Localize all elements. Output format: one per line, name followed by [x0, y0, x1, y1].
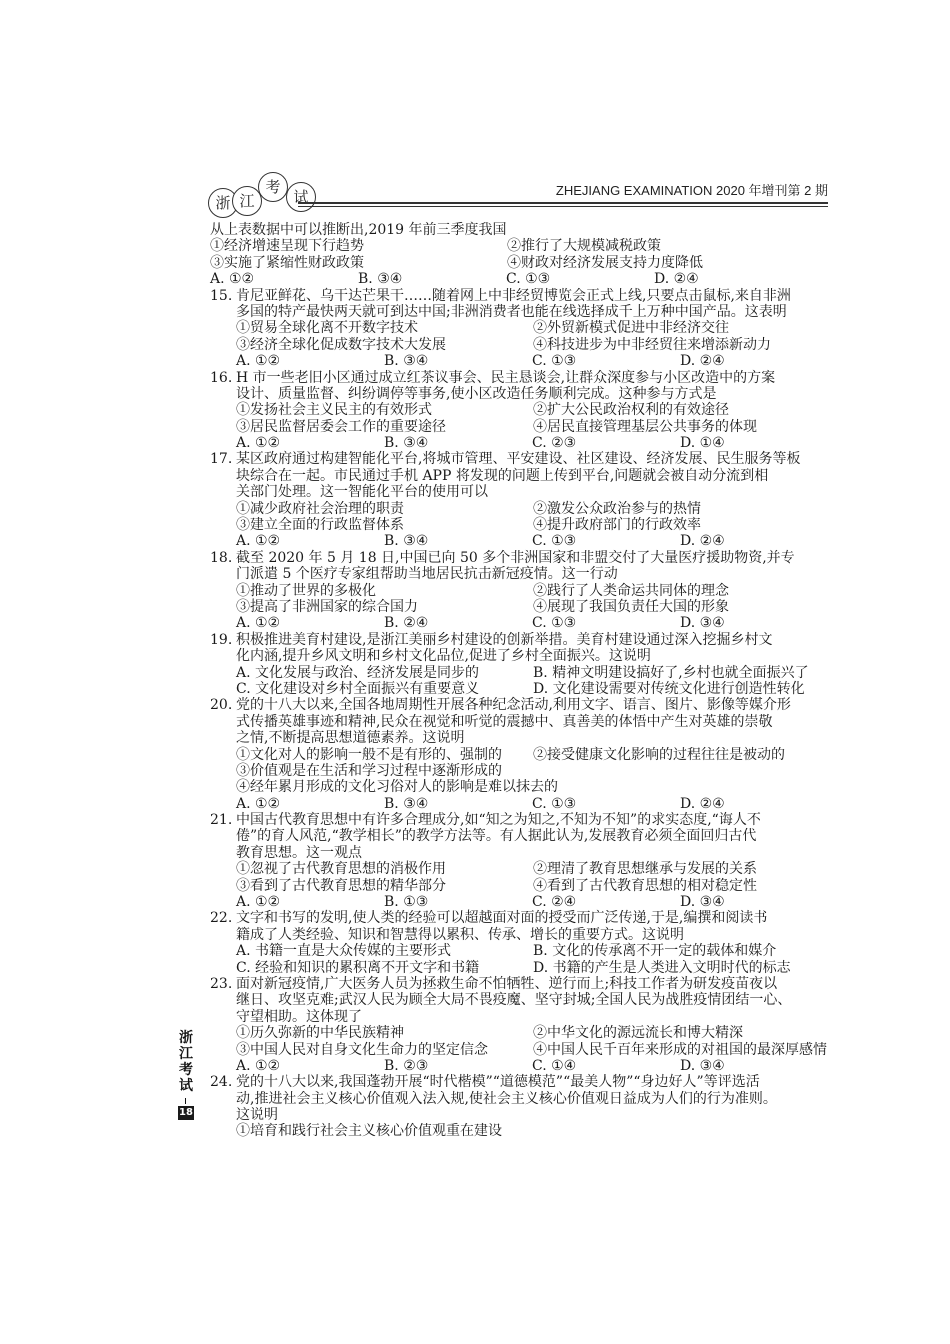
- option-row: [236, 1042, 830, 1058]
- answer-choice: A. ①②: [236, 615, 281, 632]
- question-content: [210, 222, 830, 1140]
- option-row: [210, 238, 830, 254]
- option-row: [236, 402, 830, 418]
- option-row: [236, 747, 830, 763]
- question-16: [210, 370, 830, 452]
- option: C. 文化建设对乡村全面振兴有重要意义: [236, 680, 480, 697]
- option: ③经济全球化促成数字技术大发展: [236, 336, 446, 353]
- option: A. 文化发展与政治、经济发展是同步的: [236, 664, 480, 681]
- answer-choice: B. ③④: [384, 353, 429, 370]
- option: ④经年累月形成的文化习俗对人的影响是难以抹去的: [236, 779, 558, 796]
- option: ①推动了世界的多极化: [236, 582, 376, 599]
- intro-stem: 从上表数据中可以推断出,2019 年前三季度我国: [210, 222, 507, 238]
- option: C. 经验和知识的累积离不开文字和书籍: [236, 959, 480, 976]
- question-text: 化内涵,提升乡风文明和乡村文化品位,促进了乡村全面振兴。这说明: [236, 648, 651, 665]
- option: ①培育和践行社会主义核心价值观重在建设: [236, 1123, 502, 1140]
- question-number: 17.: [210, 451, 233, 468]
- seal-char-3: 考: [258, 172, 288, 202]
- page-number: 18: [179, 1107, 193, 1118]
- option-row: [236, 517, 830, 533]
- option: ④中国人民千百年来形成的对祖国的最深厚感情: [533, 1041, 827, 1058]
- option: ②接受健康文化影响的过程往往是被动的: [533, 746, 785, 763]
- option-row: [236, 501, 830, 517]
- answer-choice: C. ①③: [532, 615, 577, 632]
- answer-choice: D. ②④: [680, 353, 725, 370]
- answer-row: [236, 615, 830, 631]
- option: A. 书籍一直是大众传媒的主要形式: [236, 943, 452, 960]
- answer-row: [210, 271, 830, 287]
- option: ②推行了大规模减税政策: [507, 238, 661, 255]
- question-text: 门派遣 5 个医疗专家组帮助当地居民抗击新冠疫情。这一行动: [236, 566, 618, 583]
- answer-choice: D. ③④: [680, 1057, 725, 1074]
- answer-choice: D. ①④: [680, 435, 725, 452]
- masthead: [208, 172, 828, 220]
- option: B. 精神文明建设搞好了,乡村也就全面振兴了: [533, 664, 809, 681]
- answer-choice: A. ①②: [236, 894, 281, 911]
- question-text: 面对新冠疫情,广大医务人员为拯救生命不怕牺牲、逆行而上;科技工作者为研发疫苗夜以: [236, 975, 778, 992]
- option-row: [236, 861, 830, 877]
- option: ②扩大公民政治权利的有效途径: [533, 402, 729, 419]
- option: D. 书籍的产生是人类进入文明时代的标志: [533, 959, 791, 976]
- question-number: 20.: [210, 697, 233, 714]
- question-text: H 市一些老旧小区通过成立红茶议事会、民主恳谈会,让群众深度参与小区改造中的方案: [236, 369, 776, 386]
- option: ②践行了人类命运共同体的理念: [533, 582, 729, 599]
- option: ③实施了紧缩性财政政策: [210, 254, 364, 271]
- question-text: 倦”的育人风范,“教学相长”的教学方法等。有人据此认为,发展教育必须全面回归古代: [236, 828, 757, 845]
- answer-row: [236, 435, 830, 451]
- journal-title: ZHEJIANG EXAMINATION 2020 年增刊第 2 期: [555, 183, 828, 198]
- question-text: 党的十八大以来,我国蓬勃开展“时代楷模”“道德模范”“最美人物”“身边好人”等评选活: [236, 1074, 760, 1091]
- question-number: 15.: [210, 287, 233, 304]
- answer-choice: C. ①③: [506, 271, 551, 288]
- answer-choice: B. ③④: [384, 435, 429, 452]
- answer-choice: B. ③④: [384, 533, 429, 550]
- question-text: 教育思想。这一观点: [236, 844, 362, 861]
- answer-row: [236, 533, 830, 549]
- answer-choice: D. ②④: [680, 533, 725, 550]
- question-text: 文字和书写的发明,使人类的经验可以超越面对面的授受而广泛传递,于是,编撰和阅读书: [236, 910, 768, 927]
- answer-choice: A. ①②: [236, 435, 281, 452]
- answer-row: [236, 353, 830, 369]
- seal-char-2: 江: [232, 186, 262, 216]
- question-number: 23.: [210, 975, 233, 992]
- option: ②激发公众政治参与的热情: [533, 500, 701, 517]
- option-row: [236, 681, 830, 697]
- side-label: 浙江考试: [179, 1030, 193, 1094]
- option: ①发扬社会主义民主的有效形式: [236, 402, 432, 419]
- option: ①忽视了古代教育思想的消极作用: [236, 861, 446, 878]
- answer-choice: D. ②④: [654, 271, 699, 288]
- question-22: [210, 910, 830, 976]
- answer-choice: A. ①②: [236, 795, 281, 812]
- question-text: 籍成了人类经验、知识和智慧得以累积、传承、增长的重要方式。这说明: [236, 926, 684, 943]
- question-text: 肯尼亚鲜花、乌干达芒果干……随着网上中非经贸博览会正式上线,只要点击鼠标,来自非洲: [236, 287, 791, 304]
- option: ①减少政府社会治理的职责: [236, 500, 404, 517]
- answer-row: [236, 796, 830, 812]
- answer-choice: B. ①③: [384, 894, 429, 911]
- answer-row: [236, 1058, 830, 1074]
- option: ①文化对人的影响一般不是有形的、强制的: [236, 746, 502, 763]
- answer-choice: B. ②③: [384, 1057, 429, 1074]
- header-rule-thin: [298, 206, 828, 207]
- option: ②中华文化的源远流长和博大精深: [533, 1025, 743, 1042]
- option: ①贸易全球化离不开数字技术: [236, 320, 418, 337]
- option-row: [236, 943, 830, 959]
- question-text: 某区政府通过构建智能化平台,将城市管理、平安建设、社区建设、经济发展、民生服务等板: [236, 451, 801, 468]
- question-text: 之情,不断提高思想道德素养。这说明: [236, 730, 465, 747]
- question-text: 守望相助。这体现了: [236, 1008, 362, 1025]
- option: ③建立全面的行政监督体系: [236, 517, 404, 534]
- answer-choice: A. ①②: [236, 533, 281, 550]
- question-text: 式传播英雄事迹和精神,民众在视觉和听觉的震撼中、真善美的体悟中产生对英雄的崇敬: [236, 713, 773, 730]
- question-20: [210, 697, 830, 812]
- answer-choice: C. ①③: [532, 353, 577, 370]
- side-divider: [185, 1098, 186, 1104]
- option: ③居民监督居委会工作的重要途径: [236, 418, 446, 435]
- option: ①历久弥新的中华民族精神: [236, 1025, 404, 1042]
- question-text: 积极推进美育村建设,是浙江美丽乡村建设的创新举措。美育村建设通过深入挖掘乡村文: [236, 631, 773, 648]
- question-text: 截至 2020 年 5 月 18 日,中国已向 50 多个非洲国家和非盟交付了大量医疗援助物资,并专: [236, 549, 795, 566]
- option: ②外贸新模式促进中非经济交往: [533, 320, 729, 337]
- question-number: 22.: [210, 910, 233, 927]
- answer-choice: A. ①②: [236, 353, 281, 370]
- answer-choice: C. ①③: [532, 795, 577, 812]
- question-text: 设计、质量监督、纠纷调停等事务,使小区改造任务顺利完成。这种参与方式是: [236, 385, 717, 402]
- question-15: [210, 288, 830, 370]
- answer-choice: C. ①③: [532, 533, 577, 550]
- option: ④展现了我国负责任大国的形象: [533, 598, 729, 615]
- header-rule: [298, 202, 828, 204]
- option-row: [236, 1025, 830, 1041]
- option-row: [236, 960, 830, 976]
- answer-choice: B. ②④: [384, 615, 429, 632]
- question-19: [210, 632, 830, 698]
- option: ④科技进步为中非经贸往来增添新动力: [533, 336, 771, 353]
- option-row: [236, 583, 830, 599]
- question-text: 块综合在一起。市民通过手机 APP 将发现的问题上传到平台,问题就会被自动分流到相: [236, 467, 769, 484]
- answer-choice: D. ③④: [680, 894, 725, 911]
- seal-char-1: 浙: [208, 188, 238, 218]
- option-row: [236, 665, 830, 681]
- answer-row: [236, 894, 830, 910]
- question-text: 党的十八大以来,全国各地周期性开展各种纪念活动,利用文字、语言、图片、影像等媒介形: [236, 697, 791, 714]
- option: D. 文化建设需要对传统文化进行创造性转化: [533, 680, 805, 697]
- answer-choice: B. ③④: [358, 271, 403, 288]
- question-number: 19.: [210, 631, 233, 648]
- option: ④提升政府部门的行政效率: [533, 517, 701, 534]
- answer-choice: A. ①②: [236, 1057, 281, 1074]
- answer-choice: D. ②④: [680, 795, 725, 812]
- seal-char-4: 试: [286, 182, 316, 212]
- answer-choice: C. ②③: [532, 435, 577, 452]
- question-number: 18.: [210, 549, 233, 566]
- option: B. 文化的传承离不开一定的载体和媒介: [533, 943, 777, 960]
- question-text: 继日、攻坚克难;武汉人民为顾全大局不畏疫魔、坚守封城;全国人民为战胜疫情团结一心、: [236, 992, 792, 1009]
- question-17: [210, 451, 830, 549]
- question-text: 这说明: [236, 1107, 278, 1124]
- option: ③提高了非洲国家的综合国力: [236, 598, 418, 615]
- option: ④居民直接管理基层公共事务的体现: [533, 418, 757, 435]
- question-text: 中国古代教育思想中有许多合理成分,如“知之为知之,不知为不知”的求实态度,“诲人不: [236, 812, 761, 829]
- question-21: [210, 812, 830, 910]
- option-row: [236, 320, 830, 336]
- answer-choice: C. ②④: [532, 894, 577, 911]
- answer-choice: D. ③④: [680, 615, 725, 632]
- option: ④财政对经济发展支持力度降低: [507, 254, 703, 271]
- question-24: [210, 1074, 830, 1140]
- option-row: [236, 337, 830, 353]
- question-number: 16.: [210, 369, 233, 386]
- question-23: [210, 976, 830, 1074]
- option: ③中国人民对自身文化生命力的坚定信念: [236, 1041, 488, 1058]
- question-text: 关部门处理。这一智能化平台的使用可以: [236, 484, 488, 501]
- option: ③看到了古代教育思想的精华部分: [236, 877, 446, 894]
- answer-choice: C. ①④: [532, 1057, 577, 1074]
- option-row: [236, 599, 830, 615]
- option-row: [236, 878, 830, 894]
- question-text: 多国的特产最快两天就可到达中国;非洲消费者也能在线选择成千上万种中国产品。这表明: [236, 303, 787, 320]
- option: ③价值观是在生活和学习过程中逐渐形成的: [236, 762, 502, 779]
- option: ④看到了古代教育思想的相对稳定性: [533, 877, 757, 894]
- option-row: [236, 419, 830, 435]
- question-number: 24.: [210, 1074, 233, 1091]
- question-number: 21.: [210, 812, 233, 829]
- option-row: [210, 255, 830, 271]
- option: ①经济增速呈现下行趋势: [210, 238, 364, 255]
- question-18: [210, 550, 830, 632]
- answer-choice: A. ①②: [210, 271, 255, 288]
- option: ②理清了教育思想继承与发展的关系: [533, 861, 757, 878]
- answer-choice: B. ③④: [384, 795, 429, 812]
- question-text: 动,推进社会主义核心价值观入法入规,使社会主义核心价值观日益成为人们的行为准则。: [236, 1090, 777, 1107]
